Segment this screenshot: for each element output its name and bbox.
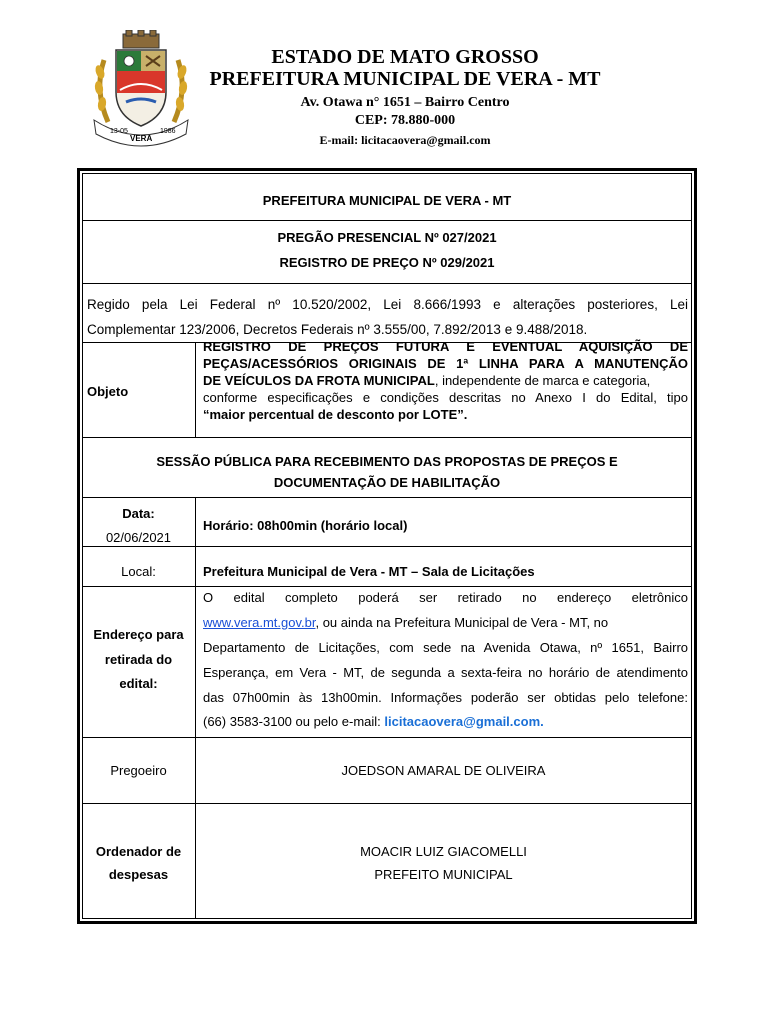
endereco-label-2: retirada do: [104, 652, 173, 667]
objeto-line3: [203, 372, 688, 389]
data-value: 02/06/2021: [105, 530, 172, 545]
endereco-line6: [203, 713, 544, 731]
document-header: [0, 0, 770, 160]
objeto-label: Objeto: [87, 384, 129, 399]
divider: [82, 283, 692, 284]
ordenador-label-1: Ordenador de: [95, 844, 182, 859]
box-title: PREFEITURA MUNICIPAL DE VERA - MT: [262, 193, 512, 208]
objeto-line3-rest: , independente de marca e categoria,: [434, 373, 651, 388]
prefecture-name: PREFEITURA MUNICIPAL DE VERA - MT: [209, 68, 601, 90]
objeto-line3-bold: DE VEÍCULOS DA FROTA MUNICIPAL: [203, 373, 435, 388]
divider: [82, 437, 692, 438]
ordenador-label-2: despesas: [108, 867, 169, 882]
svg-text:VERA: VERA: [130, 134, 153, 143]
divider: [82, 586, 692, 587]
ordenador-title: PREFEITO MUNICIPAL: [374, 867, 513, 882]
endereco-line3: Departamento de Licitações, com sede na Avenida Otawa, nº 1651, Bairro: [203, 640, 688, 655]
local-value: Prefeitura Municipal de Vera - MT – Sala de Licitações: [203, 564, 535, 579]
objeto-line1: REGISTRO DE PREÇOS FUTURA E EVENTUAL AQUISIÇÃO DE: [203, 339, 688, 354]
pregao-number: PREGÃO PRESENCIAL Nº 027/2021: [277, 230, 497, 245]
endereco-line2: [203, 614, 688, 632]
pregoeiro-name: JOEDSON AMARAL DE OLIVEIRA: [341, 763, 546, 778]
divider: [82, 803, 692, 804]
registro-number: REGISTRO DE PREÇO Nº 029/2021: [279, 255, 495, 270]
divider: [82, 737, 692, 738]
svg-text:13-05: 13-05: [110, 128, 128, 135]
header-text-block: [190, 46, 620, 148]
legal-basis-line1: Regido pela Lei Federal nº 10.520/2002, Lei 8.666/1993 e alterações posteriores, Lei: [87, 297, 688, 312]
endereco-line4: Esperança, em Vera - MT, de segunda a sexta-feira no horário de atendimento: [203, 665, 688, 680]
ordenador-name: MOACIR LUIZ GIACOMELLI: [360, 844, 527, 859]
header-email: E-mail: licitacaovera@gmail.com: [319, 133, 491, 147]
pregoeiro-label: Pregoeiro: [110, 763, 167, 778]
header-address: Av. Otawa n° 1651 – Bairro Centro: [300, 95, 510, 110]
email-link[interactable]: licitacaovera@gmail.com.: [384, 714, 544, 729]
endereco-line6-prefix: (66) 3583-3100 ou pelo e-mail:: [203, 714, 385, 729]
endereco-line1: O edital completo poderá ser retirado no endereço eletrônico: [203, 590, 688, 605]
column-divider: [195, 342, 196, 437]
endereco-line5: das 07h00min às 13h00min. Informações poderão ser obtidas pelo telefone:: [203, 690, 688, 705]
website-link[interactable]: www.vera.mt.gov.br: [203, 615, 316, 630]
objeto-line4: conforme especificações e condições descritas no Anexo I do Edital, tipo: [203, 390, 688, 405]
sessao-line2: DOCUMENTAÇÃO DE HABILITAÇÃO: [273, 475, 501, 490]
header-cep: CEP: 78.880-000: [354, 113, 456, 128]
data-label: Data:: [122, 506, 155, 521]
local-label: Local:: [121, 564, 156, 579]
svg-text:1986: 1986: [160, 128, 176, 135]
legal-basis-line2: Complementar 123/2006, Decretos Federais nº 3.555/00, 7.892/2013 e 9.488/2018.: [87, 322, 588, 337]
endereco-label-3: edital:: [119, 676, 158, 691]
sessao-line1: SESSÃO PÚBLICA PARA RECEBIMENTO DAS PROPOSTAS DE PREÇOS E: [156, 454, 618, 469]
endereco-line2-rest: , ou ainda na Prefeitura Municipal de Vera - MT, no: [315, 615, 609, 630]
divider: [82, 220, 692, 221]
divider: [82, 497, 692, 498]
municipal-crest-icon: [90, 30, 192, 148]
endereco-label-1: Endereço para: [93, 627, 184, 642]
objeto-line2: PEÇAS/ACESSÓRIOS ORIGINAIS DE 1ª LINHA PARA A MANUTENÇÃO: [203, 356, 688, 371]
state-name: ESTADO DE MATO GROSSO: [271, 46, 539, 68]
horario: Horário: 08h00min (horário local): [203, 518, 408, 533]
objeto-line5: “maior percentual de desconto por LOTE”.: [203, 407, 468, 422]
